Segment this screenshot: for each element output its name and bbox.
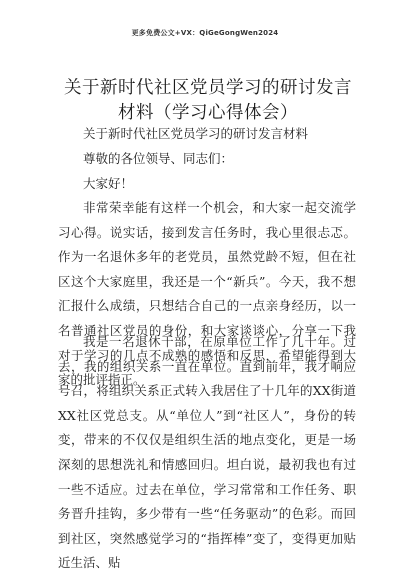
- document-title: 关于新时代社区党员学习的研讨发言材料（学习心得体会）: [64, 78, 352, 123]
- document-subtitle: 关于新时代社区党员学习的研讨发言材料: [83, 126, 309, 141]
- salutation: 尊敬的各位领导、同志们：: [83, 151, 234, 166]
- paragraph-1: 非常荣幸能有这样一个机会，和大家一起交流学习心得。说实话，接到发言任务时，我心里很忐忑。作为一名退休多年的老党员，虽然党龄不短，但在社区这个大家庭里，我还是一个“新兵”。今天，我不想汇报什么成绩，只想结合自己的一点亲身经历，以一名普通社区党员的身份，和大家谈谈心，分享一下我对于学习的几点不成熟的感悟和反思，希望能得到大家的批评指正。: [58, 200, 356, 388]
- greeting-line: 大家好！: [83, 176, 134, 191]
- header-note: 更多免费公文+VX：QiGeGongWen2024: [131, 29, 279, 37]
- paragraph-2: 我是一名退休干部，在原单位工作了几十年。过去，我的组织关系一直在单位。直到前年，我才响应号召，将组织关系正式转入我居住了十几年的XX街道XX社区党总支。从“单位人”到“社区人”，身份的转变，带来的不仅仅是组织生活的地点变化，更是一场深刻的思想洗礼和情感回归。坦白说，最初我也有过一些不适应。过去在单位，学习常常和工作任务、职务晋升挂钩，多少带有一些“任务驱动”的色彩。而回到社区，突然感觉学习的“指挥棒”变了，变得更加贴近生活、贴: [58, 334, 356, 571]
